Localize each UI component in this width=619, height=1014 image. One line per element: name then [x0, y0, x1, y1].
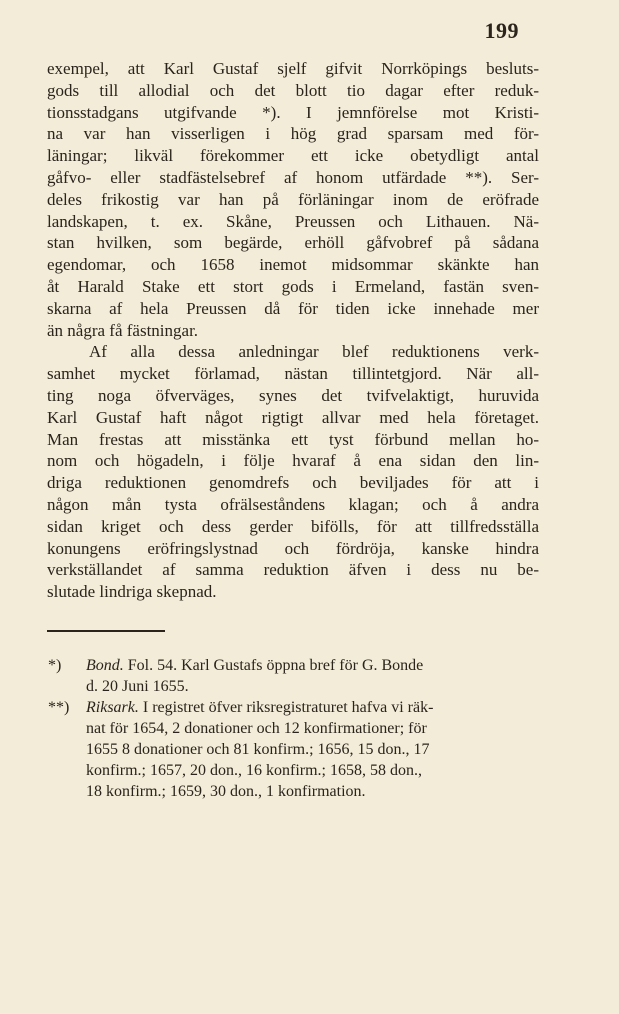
body-text: [47, 58, 539, 603]
footnote-mark: *): [48, 657, 62, 674]
footnote-line: 1655 8 donationer och 81 konfirm.; 1656, 15 don., 17: [86, 741, 430, 758]
body-line: verkställandet af samma reduktion äfven i dess nu be-: [47, 560, 539, 580]
footnote-source: Riksark.: [86, 699, 139, 716]
footnote-line: nat för 1654, 2 donationer och 12 konfirmationer; för: [86, 720, 427, 737]
page-number: 199: [484, 18, 519, 43]
body-line: Karl Gustaf haft något rigtigt allvar med hela företaget.: [47, 407, 539, 427]
footnote-text: Fol. 54. Karl Gustafs öppna bref för G. Bonde: [123, 657, 424, 674]
body-line: läningar; likväl förekommer ett icke obetydligt antal: [47, 146, 539, 166]
body-line: exempel, att Karl Gustaf sjelf gifvit Norrköpings besluts-: [47, 59, 539, 78]
body-line: stan hvilken, som begärde, erhöll gåfvobref på sådana: [47, 233, 539, 253]
footnote-line: konfirm.; 1657, 20 don., 16 konfirm.; 1658, 58 don.,: [86, 762, 422, 779]
body-line: än några få fästningar.: [47, 320, 199, 340]
body-line: skarna af hela Preussen då för tiden icke innehade mer: [47, 298, 539, 318]
body-line: landskapen, t. ex. Skåne, Preussen och Lithauen. Nä-: [47, 211, 539, 231]
footnote-source: Bond.: [86, 657, 124, 674]
body-line: Man frestas att misstänka ett tyst förbund mellan ho-: [47, 429, 539, 449]
footnote-1: [48, 655, 540, 676]
body-line: na var han visserligen i hög grad sparsam med för-: [47, 124, 539, 144]
footnote-2: [48, 697, 540, 718]
body-line: deles frikostig var han på förläningar inom de eröfrade: [47, 189, 539, 209]
body-line: tionsstadgans utgifvande *). I jemnförelse mot Kristi-: [47, 102, 539, 122]
body-line: egendomar, och 1658 inemot midsommar skänkte han: [47, 255, 539, 275]
body-line: åt Harald Stake ett stort gods i Ermeland, fastän sven-: [47, 276, 539, 296]
footnote-line: 18 konfirm.; 1659, 30 don., 1 konfirmation.: [86, 783, 366, 800]
body-line: någon mån tysta ofrälseståndens klagan; och å andra: [47, 494, 539, 514]
footnote-mark: **): [48, 699, 70, 716]
body-line: konungens eröfringslystnad och fördröja, kanske hindra: [47, 538, 539, 558]
footnotes: [48, 655, 540, 802]
body-line: samhet mycket förlamad, nästan tillintetgjord. När all-: [47, 364, 539, 384]
body-line: Af alla dessa anledningar blef reduktionens verk-: [89, 342, 539, 362]
body-line: sidan kriget och dess gerder bifölls, för att tillfredsställa: [47, 516, 539, 536]
footnote-line: d. 20 Juni 1655.: [86, 678, 189, 695]
body-line: nom och högadeln, i följe hvaraf å ena sidan den lin-: [47, 451, 539, 471]
footnote-text: I registret öfver riksregistraturet hafva vi räk-: [138, 699, 434, 716]
footnote-divider: [47, 630, 165, 632]
body-line: gåfvo- eller stadfästelsebref af honom utfärdade **). Ser-: [47, 167, 539, 187]
body-line: gods till allodial och det blott tio dagar efter reduk-: [47, 80, 539, 100]
body-line: ting noga öfverväges, synes det tvifvelaktigt, huruvida: [47, 385, 539, 405]
body-line: driga reduktionen genomdrefs och beviljades för att i: [47, 473, 539, 493]
body-line: slutade lindriga skepnad.: [47, 582, 217, 602]
